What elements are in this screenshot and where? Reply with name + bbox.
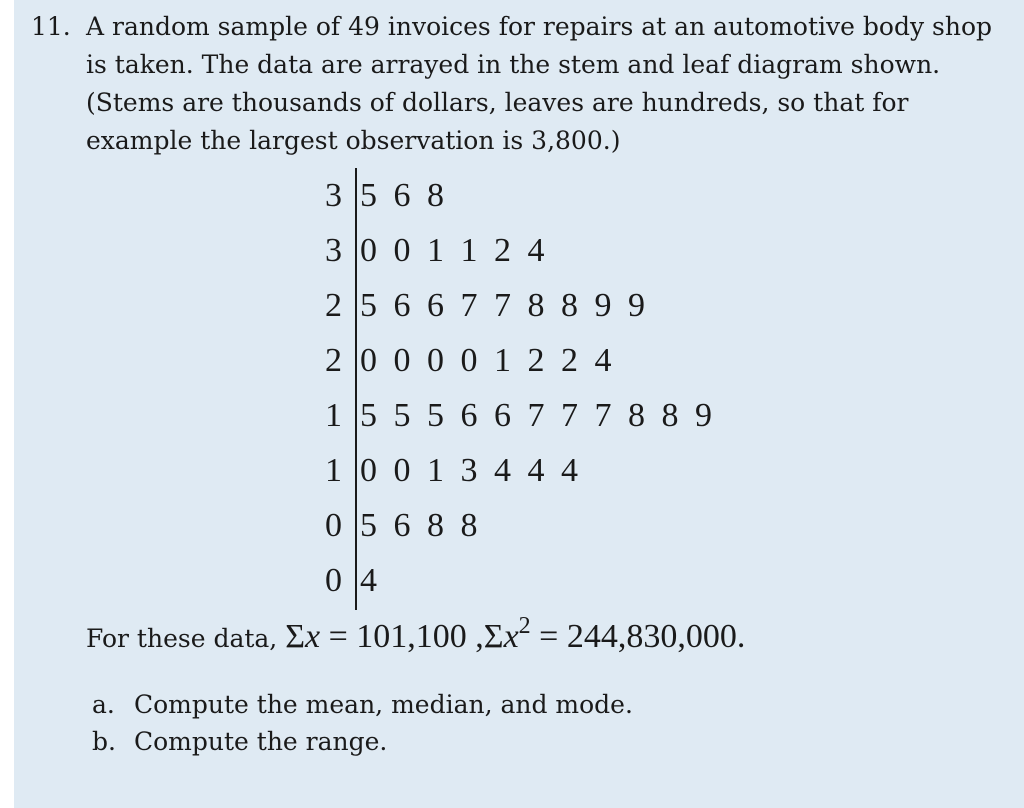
stem: 3 [325, 177, 342, 214]
leaves: 5 6 8 [360, 177, 444, 214]
variable-x: x [503, 618, 519, 655]
problem-text: A random sample of 49 invoices for repairs at an automotive body shop is taken. The data are arrayed in the stem and leaf diagram shown. (Stems are thousands of dollars, leaves are hundreds, so that for example the largest observation is 3,800.) [86, 12, 993, 155]
sum-x-value: 101,100 [356, 618, 467, 655]
part-text: Compute the mean, median, and mode. [134, 690, 633, 719]
leaves: 5 6 8 8 [360, 507, 478, 544]
stem: 0 [325, 507, 342, 544]
sums-prefix: For these data, [86, 624, 278, 653]
stem-and-leaf-diagram [318, 168, 878, 608]
separator: , [475, 618, 484, 655]
problem-panel [14, 0, 1024, 808]
sigma-symbol: Σ [285, 618, 305, 655]
stem: 2 [325, 287, 342, 324]
part-b [92, 723, 633, 760]
stem: 3 [325, 232, 342, 269]
sum-x-expression [285, 613, 746, 655]
stem-leaf-row [318, 223, 545, 279]
exponent: 2 [518, 613, 531, 639]
part-text: Compute the range. [134, 727, 388, 756]
variable-x: x [305, 618, 321, 655]
stem: 2 [325, 342, 342, 379]
sigma-symbol: Σ [483, 618, 504, 655]
leaves: 5 5 5 6 6 7 7 7 8 8 9 [360, 397, 712, 434]
stem-leaf-row [318, 278, 645, 334]
part-a [92, 686, 633, 723]
question-parts [92, 686, 633, 760]
leaves: 0 0 1 1 2 4 [360, 232, 545, 269]
leaves: 4 [360, 562, 377, 599]
stem-leaf-row [318, 333, 612, 389]
stem: 1 [325, 452, 342, 489]
sum-x-squared-value: 244,830,000. [566, 618, 746, 655]
leaves: 5 6 6 7 7 8 8 9 9 [360, 287, 645, 324]
part-letter: a. [92, 690, 115, 719]
stem-leaf-row [318, 443, 578, 499]
summary-sums [86, 612, 745, 665]
part-letter: b. [92, 727, 116, 756]
stem-leaf-row [318, 553, 377, 609]
stem: 1 [325, 397, 342, 434]
leaves: 0 0 0 0 1 2 2 4 [360, 342, 612, 379]
stem-leaf-row [318, 168, 444, 224]
stem: 0 [325, 562, 342, 599]
stem-leaf-row [318, 498, 478, 554]
equals-sign: = [328, 618, 348, 655]
problem-number: 11. [31, 12, 71, 41]
leaves: 0 0 1 3 4 4 4 [360, 452, 578, 489]
problem-statement [31, 8, 1021, 160]
stem-leaf-row [318, 388, 712, 444]
equals-sign: = [539, 618, 559, 655]
